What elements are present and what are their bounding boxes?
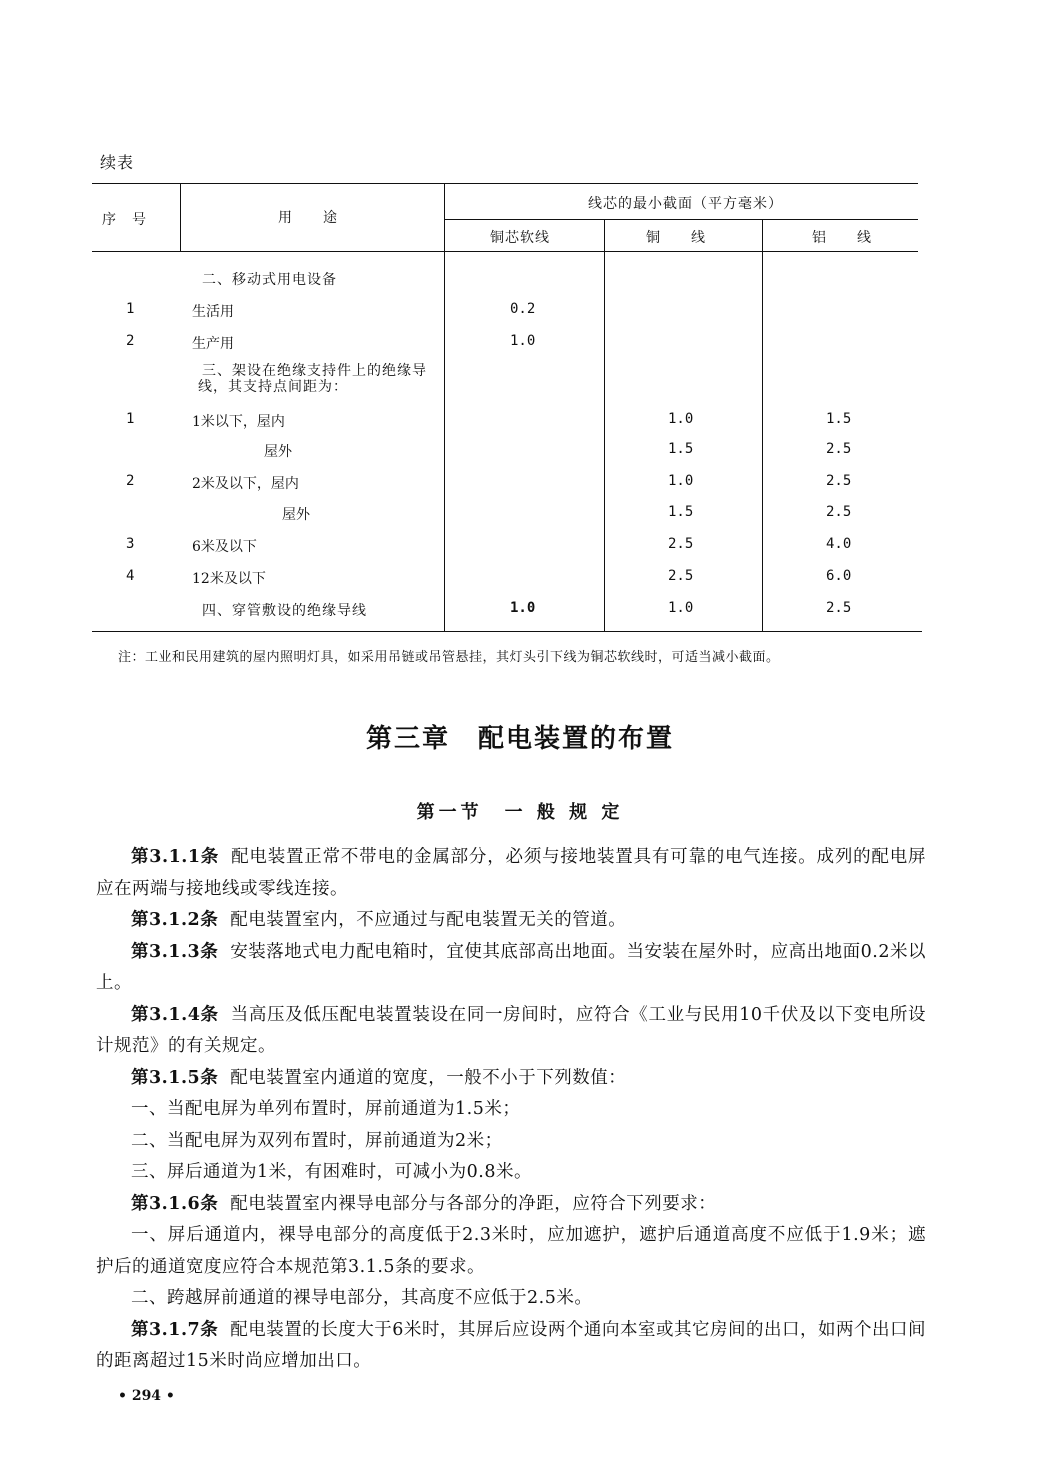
article-3-1-6 [96,1189,926,1221]
row-4-seq: 1 [126,411,135,427]
table-header-rule [92,251,918,252]
article-3-1-5-item-3 [96,1157,926,1189]
header-group: 线芯的最小截面（平方毫米） [588,196,783,212]
article-id: 第3.1.4条 [131,1004,219,1025]
article-text: 配电装置正常不带电的金属部分，必须与接地装置具有可靠的电气连接。成列的配电屏应在两端与接地线或零线连接。 [96,847,927,899]
section-title: 第一节 一 般 规 定 [416,802,624,823]
article-3-1-2 [96,905,926,937]
row-5-aluminum: 2.5 [826,441,852,457]
row-9-aluminum: 6.0 [826,568,852,584]
row-2-copper-soft: 1.0 [510,333,536,349]
table-top-rule [92,183,918,184]
article-3-1-7 [96,1315,926,1378]
article-text: 当高压及低压配电装置装设在同一房间时，应符合《工业与民用10千伏及以下变电所设计规范》的有关规定。 [96,1004,926,1056]
row-8-use: 6米及以下 [192,539,257,555]
page-number: • 294 • [118,1388,175,1404]
article-id: 第3.1.5条 [131,1067,219,1088]
row-5-use: 屋外 [264,444,292,460]
article-3-1-5 [96,1063,926,1095]
row-1-seq: 1 [126,301,135,317]
article-id: 第3.1.2条 [131,910,219,930]
row-10-copper: 1.0 [668,600,694,616]
article-text: 配电装置室内裸导电部分与各部分的净距，应符合下列要求： [230,1193,717,1214]
row-3-use: 三、架设在绝缘支持件上的绝缘导线，其支持点间距为： [198,363,427,395]
continuation-label: 续表 [100,153,135,172]
conductor-table [92,183,918,643]
row-8-aluminum: 4.0 [826,536,852,552]
article-id: 第3.1.6条 [131,1193,219,1214]
row-7-aluminum: 2.5 [826,504,852,520]
header-aluminum: 铝 线 [812,230,872,246]
table-subheader-rule [444,219,918,220]
row-9-use: 12米及以下 [192,571,266,587]
row-9-copper: 2.5 [668,568,694,584]
table-col-rule-2 [444,183,445,631]
header-copper: 铜 线 [646,230,706,246]
article-text: 二、跨越屏前通道的裸导电部分，其高度不应低于2.5米。 [131,1288,593,1308]
row-2-seq: 2 [126,333,135,349]
article-3-1-6-item-2 [96,1283,926,1315]
article-text: 一、当配电屏为单列布置时，屏前通道为1.5米； [131,1099,521,1119]
row-4-copper: 1.0 [668,411,694,427]
row-2-use: 生产用 [192,336,234,352]
row-0-use: 二、移动式用电设备 [202,272,337,288]
table-col-rule-4 [762,219,763,631]
row-8-copper: 2.5 [668,536,694,552]
article-3-1-5-item-2 [96,1126,926,1158]
article-text: 配电装置的长度大于6米时，其屏后应设两个通向本室或其它房间的出口，如两个出口间的距离超过15米时尚应增加出口。 [96,1319,926,1371]
article-3-1-5-item-1 [96,1094,926,1126]
article-3-1-4 [96,1000,926,1063]
article-text: 安装落地式电力配电箱时，宜使其底部高出地面。当安装在屋外时，应高出地面0.2米以上。 [96,941,926,993]
table-col-rule-3 [604,219,605,631]
row-8-seq: 3 [126,536,135,552]
table-col-rule-1 [180,183,181,251]
row-4-aluminum: 1.5 [826,411,852,427]
row-6-copper: 1.0 [668,473,694,489]
article-text: 一、屏后通道内，裸导电部分的高度低于2.3米时，应加遮护，遮护后通道高度不应低于1.9米；遮护后的通道宽度应符合本规范第3.1.5条的要求。 [96,1225,926,1277]
row-6-aluminum: 2.5 [826,473,852,489]
row-6-use: 2米及以下，屋内 [192,476,299,492]
row-7-copper: 1.5 [668,504,694,520]
chapter-title: 第三章 配电装置的布置 [365,724,674,754]
row-7-use: 屋外 [282,507,310,523]
article-3-1-1 [96,842,926,905]
row-10-use: 四、穿管敷设的绝缘导线 [202,603,367,619]
row-9-seq: 4 [126,568,135,584]
article-text: 配电装置室内通道的宽度，一般不小于下列数值： [230,1067,627,1088]
row-1-use: 生活用 [192,304,234,320]
table-bottom-rule [92,631,922,632]
row-6-seq: 2 [126,473,135,489]
article-3-1-3 [96,937,926,1000]
row-4-use: 1米以下，屋内 [192,414,285,430]
row-10-copper-soft: 1.0 [510,600,536,616]
row-1-copper-soft: 0.2 [510,301,536,317]
header-copper-soft: 铜芯软线 [490,230,550,246]
article-text: 二、当配电屏为双列布置时，屏前通道为2米； [131,1130,503,1151]
header-use: 用 途 [278,210,338,226]
row-10-aluminum: 2.5 [826,600,852,616]
articles-body [96,842,926,1378]
article-id: 第3.1.7条 [131,1319,219,1340]
article-id: 第3.1.3条 [131,941,219,962]
row-5-copper: 1.5 [668,441,694,457]
article-text: 三、屏后通道为1米，有困难时，可减小为0.8米。 [131,1162,532,1182]
header-seq: 序 号 [102,212,147,228]
article-id: 第3.1.1条 [131,847,220,867]
article-3-1-6-item-1 [96,1220,926,1283]
article-text: 配电装置室内，不应通过与配电装置无关的管道。 [230,910,627,930]
table-note: 注：工业和民用建筑的屋内照明灯具，如采用吊链或吊管悬挂，其灯头引下线为铜芯软线时，可适当减小截面。 [118,650,780,665]
